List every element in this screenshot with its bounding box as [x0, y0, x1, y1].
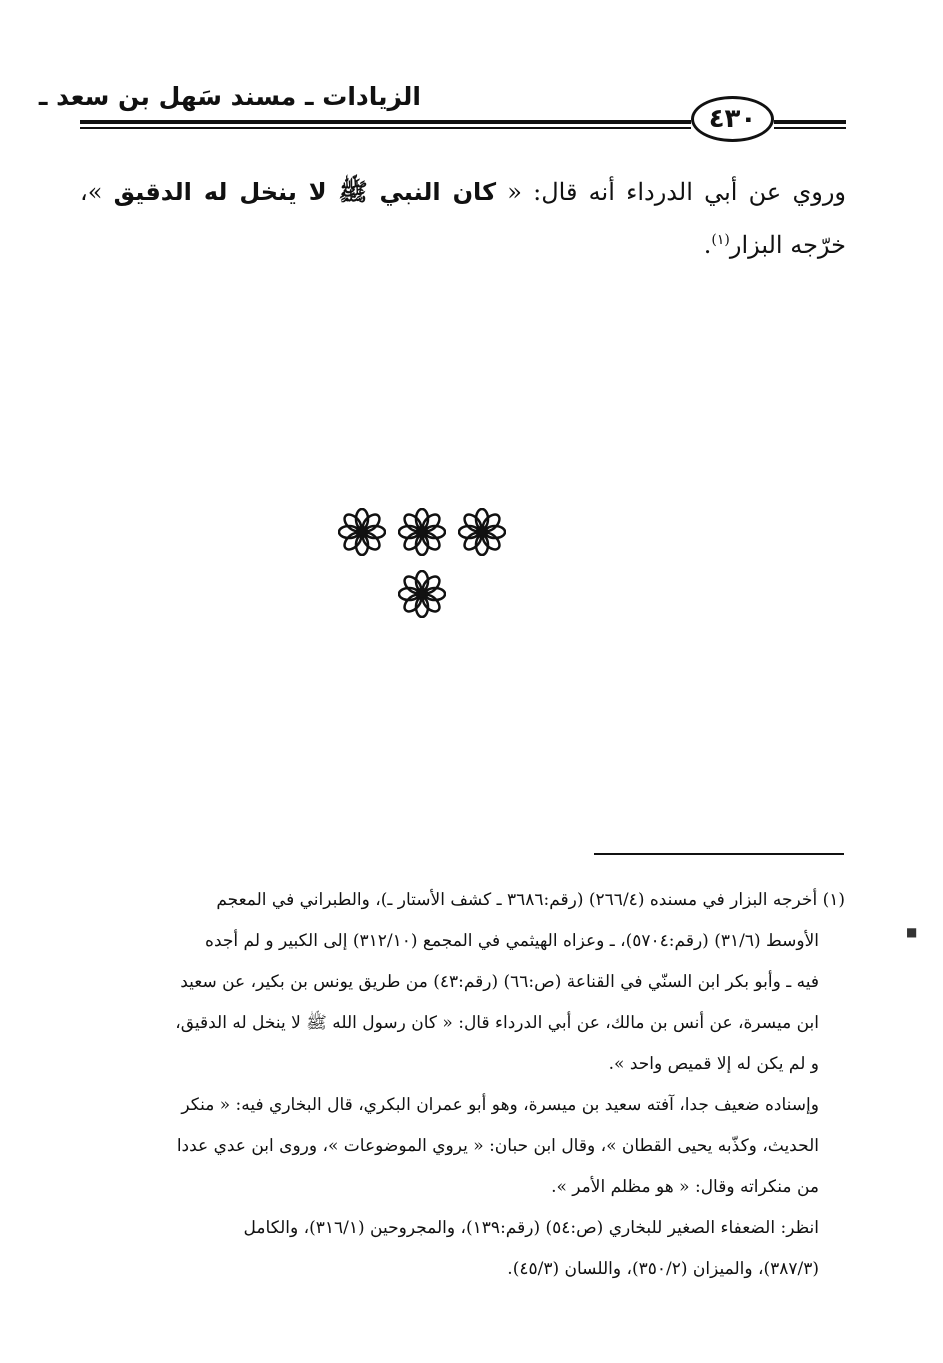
footnote-ref: (١): [711, 232, 730, 248]
header-rule-thick: [80, 120, 691, 124]
flower-ornament-icon: [398, 570, 446, 618]
main-line1-end: »،: [80, 178, 103, 206]
main-text: [80, 168, 846, 269]
header-rule-right-thick: [774, 120, 846, 124]
footnote-line: و لم يكن له إلا قميص واحد ».: [608, 1054, 819, 1074]
footnote-line: الحديث، وكذّبه يحيى القطان »، وقال ابن حبان: « يروي الموضوعات »، وروى ابن عدي عددا: [176, 1136, 819, 1156]
footnote-line: ابن ميسرة، عن أنس بن مالك، عن أبي الدرداء قال: « كان رسول الله ﷺ لا ينخل له الدقيق،: [175, 1013, 819, 1033]
footnote-line: انظر: الضعفاء الصغير للبخاري (ص:٥٤) (رقم:١٣٩)، والمجروحين (٣١٦/١)، والكامل: [243, 1218, 819, 1238]
running-title: الزيادات ـ مسند سَهل بن سعد ـ: [38, 82, 421, 111]
footnote-separator: [594, 853, 844, 855]
main-line2-start: خرّجه البزار: [729, 231, 846, 259]
margin-mark-icon: ■: [906, 925, 918, 939]
footnote-line: (١) أخرجه البزار في مسنده (٢٦٦/٤) (رقم:٣٦٨٦ ـ كشف الأستار ـ)، والطبراني في المعجم: [216, 890, 845, 910]
footnote-line: (٣٨٧/٣)، والميزان (٣٥٠/٢)، واللسان (٤٥/٣).: [507, 1259, 819, 1279]
footnotes: [80, 880, 845, 1290]
page-number-oval: [691, 96, 774, 142]
flower-ornament-icon: [398, 508, 446, 556]
flower-ornament-icon: [338, 508, 386, 556]
page-header: [38, 72, 846, 134]
footnote-line: من منكراته وقال: « هو مظلم الأمر ».: [551, 1177, 819, 1197]
footnote-line: وإسناده ضعيف جدا، آفته سعيد بن ميسرة، وهو أبو عمران البكري، قال البخاري فيه: « منكر: [181, 1095, 819, 1115]
flower-ornament-icon: [458, 508, 506, 556]
main-quote: كان النبي ﷺ لا ينخل له الدقيق: [113, 178, 497, 206]
main-line2-end: .: [703, 231, 712, 259]
header-rule-thin: [80, 127, 691, 129]
main-line1-start: وروي عن أبي الدرداء أنه قال: «: [507, 178, 846, 206]
header-rule-right-thin: [774, 127, 846, 129]
footnote-line: فيه ـ وأبو بكر ابن السنّي في القناعة (ص:٦٦) (رقم:٤٣) من طريق يونس بن بكير، عن سعيد: [180, 972, 819, 992]
page-number: ٤٣٠: [708, 104, 757, 134]
footnote-line: الأوسط (٣١/٦) (رقم:٥٧٠٤)، ـ وعزاه الهيثمي في المجمع (٣١٢/١٠) إلى الكبير و لم أجده: [205, 931, 819, 951]
ornament-separator: [330, 500, 530, 620]
